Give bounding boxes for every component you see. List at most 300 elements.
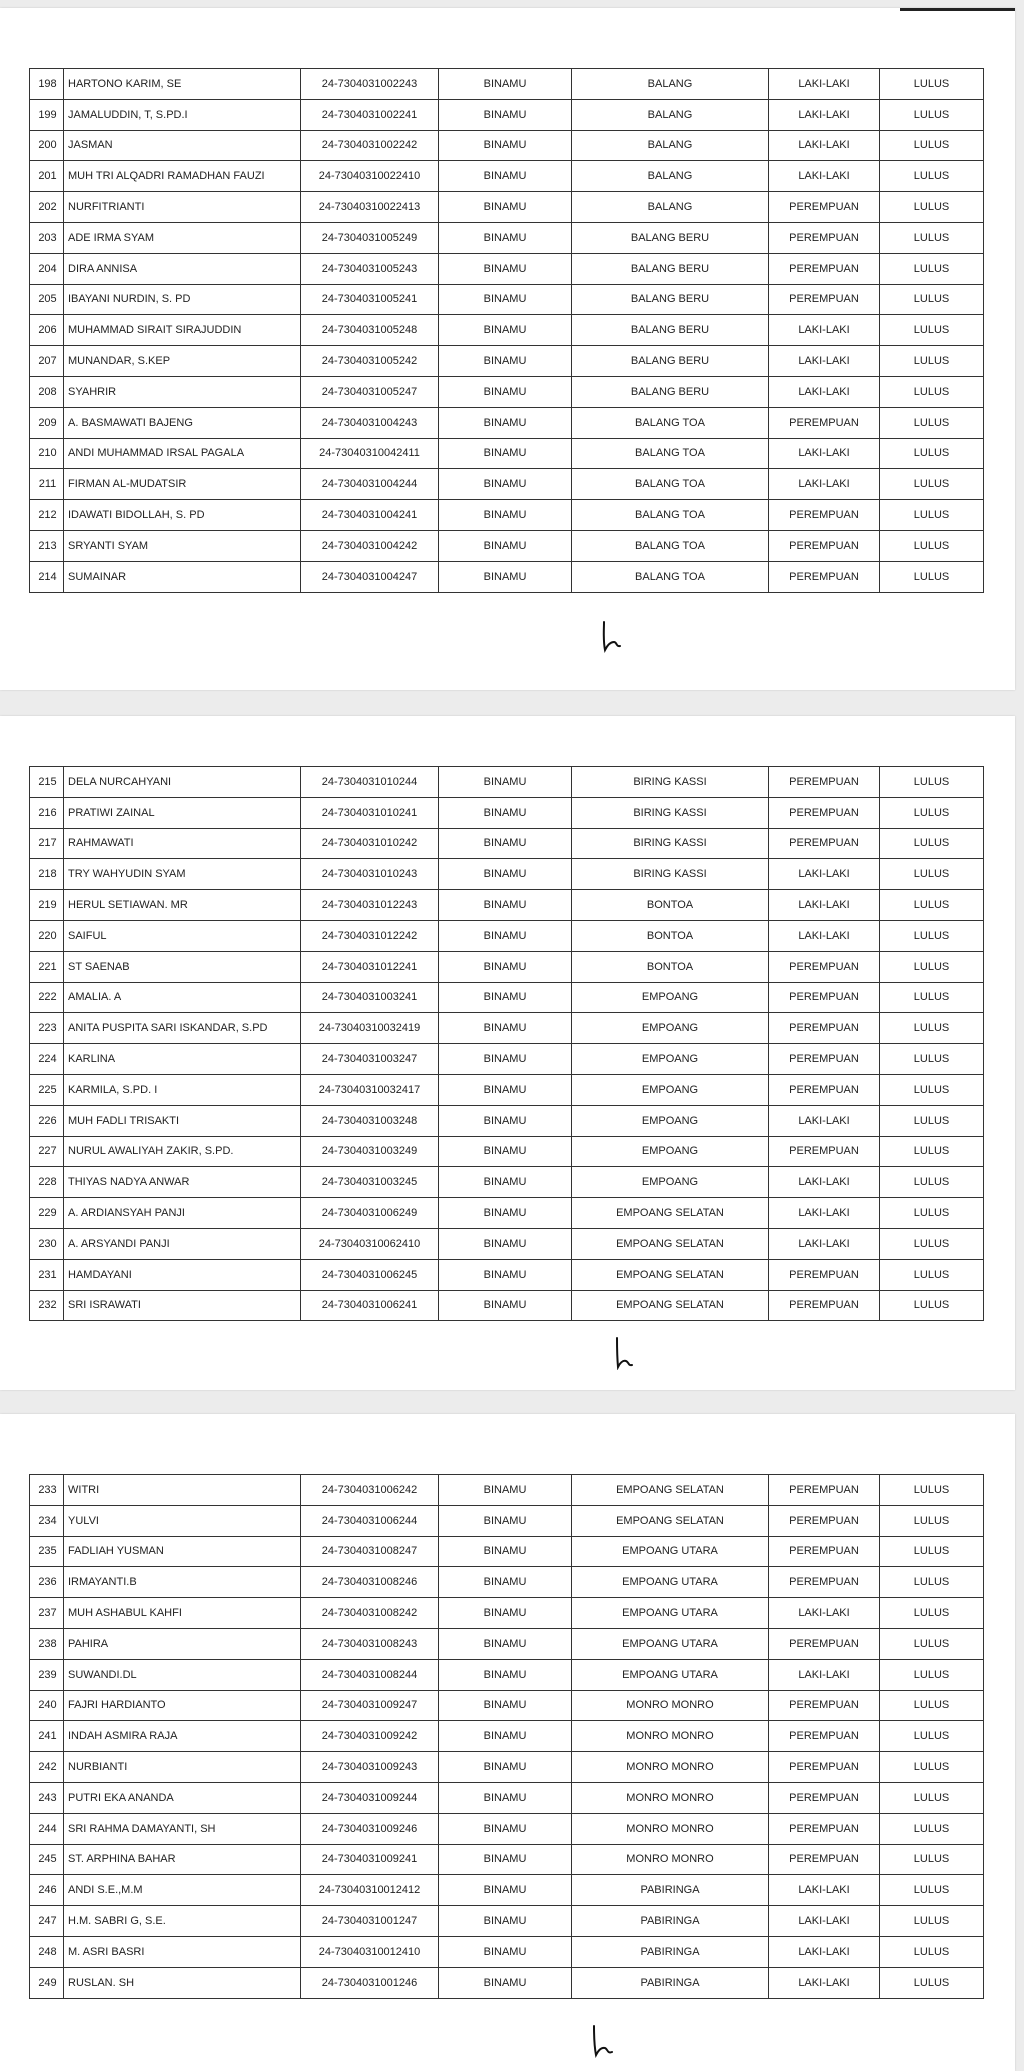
table-row bbox=[30, 192, 984, 223]
result-status-cell: LULUS bbox=[880, 1013, 984, 1044]
desa-cell: EMPOANG bbox=[572, 1105, 769, 1136]
desa-cell: EMPOANG SELATAN bbox=[572, 1290, 769, 1321]
table-row bbox=[30, 1074, 984, 1105]
kecamatan-cell: BINAMU bbox=[439, 1290, 572, 1321]
participant-name-cell: NURFITRIANTI bbox=[64, 192, 301, 223]
result-status-cell: LULUS bbox=[880, 192, 984, 223]
participant-name-cell: IDAWATI BIDOLLAH, S. PD bbox=[64, 500, 301, 531]
table-row bbox=[30, 1228, 984, 1259]
gender-cell: LAKI-LAKI bbox=[769, 438, 880, 469]
row-number-cell: 221 bbox=[30, 951, 64, 982]
desa-cell: BALANG BERU bbox=[572, 315, 769, 346]
registration-number-cell: 24-7304031012243 bbox=[301, 890, 439, 921]
row-number-cell: 212 bbox=[30, 500, 64, 531]
result-status-cell: LULUS bbox=[880, 1659, 984, 1690]
result-status-cell: LULUS bbox=[880, 859, 984, 890]
registration-number-cell: 24-7304031012242 bbox=[301, 920, 439, 951]
row-number-cell: 228 bbox=[30, 1167, 64, 1198]
table-row bbox=[30, 859, 984, 890]
row-number-cell: 236 bbox=[30, 1567, 64, 1598]
row-number-cell: 245 bbox=[30, 1844, 64, 1875]
registration-number-cell: 24-7304031005248 bbox=[301, 315, 439, 346]
row-number-cell: 224 bbox=[30, 1044, 64, 1075]
result-status-cell: LULUS bbox=[880, 1567, 984, 1598]
result-status-cell: LULUS bbox=[880, 1198, 984, 1229]
participant-name-cell: AMALIA. A bbox=[64, 982, 301, 1013]
result-status-cell: LULUS bbox=[880, 767, 984, 798]
participant-name-cell: PRATIWI ZAINAL bbox=[64, 797, 301, 828]
result-status-cell: LULUS bbox=[880, 1290, 984, 1321]
row-number-cell: 235 bbox=[30, 1536, 64, 1567]
table-row bbox=[30, 130, 984, 161]
participant-name-cell: JAMALUDDIN, T, S.PD.I bbox=[64, 99, 301, 130]
registration-number-cell: 24-7304031004241 bbox=[301, 500, 439, 531]
registration-number-cell: 24-7304031005243 bbox=[301, 253, 439, 284]
result-status-cell: LULUS bbox=[880, 1074, 984, 1105]
registration-number-cell: 24-7304031008244 bbox=[301, 1659, 439, 1690]
result-status-cell: LULUS bbox=[880, 1259, 984, 1290]
gender-cell: PEREMPUAN bbox=[769, 530, 880, 561]
kecamatan-cell: BINAMU bbox=[439, 130, 572, 161]
participant-name-cell: JASMAN bbox=[64, 130, 301, 161]
kecamatan-cell: BINAMU bbox=[439, 1536, 572, 1567]
registration-number-cell: 24-73040310062410 bbox=[301, 1228, 439, 1259]
participant-name-cell: SRYANTI SYAM bbox=[64, 530, 301, 561]
table-row bbox=[30, 1813, 984, 1844]
registration-number-cell: 24-7304031006244 bbox=[301, 1505, 439, 1536]
gender-cell: PEREMPUAN bbox=[769, 1536, 880, 1567]
registration-number-cell: 24-7304031006242 bbox=[301, 1475, 439, 1506]
row-number-cell: 211 bbox=[30, 469, 64, 500]
kecamatan-cell: BINAMU bbox=[439, 69, 572, 100]
desa-cell: MONRO MONRO bbox=[572, 1690, 769, 1721]
desa-cell: BALANG BERU bbox=[572, 346, 769, 377]
result-status-cell: LULUS bbox=[880, 1690, 984, 1721]
result-status-cell: LULUS bbox=[880, 828, 984, 859]
participant-name-cell: HERUL SETIAWAN. MR bbox=[64, 890, 301, 921]
table-row bbox=[30, 253, 984, 284]
kecamatan-cell: BINAMU bbox=[439, 1198, 572, 1229]
kecamatan-cell: BINAMU bbox=[439, 1844, 572, 1875]
document-page-3 bbox=[0, 1414, 1015, 2071]
gender-cell: PEREMPUAN bbox=[769, 192, 880, 223]
participant-name-cell: THIYAS NADYA ANWAR bbox=[64, 1167, 301, 1198]
participant-name-cell: M. ASRI BASRI bbox=[64, 1936, 301, 1967]
desa-cell: BALANG bbox=[572, 161, 769, 192]
registration-number-cell: 24-7304031008247 bbox=[301, 1536, 439, 1567]
registration-number-cell: 24-7304031004247 bbox=[301, 561, 439, 592]
kecamatan-cell: BINAMU bbox=[439, 376, 572, 407]
row-number-cell: 240 bbox=[30, 1690, 64, 1721]
result-status-cell: LULUS bbox=[880, 407, 984, 438]
kecamatan-cell: BINAMU bbox=[439, 438, 572, 469]
gender-cell: LAKI-LAKI bbox=[769, 1906, 880, 1937]
registration-number-cell: 24-7304031010242 bbox=[301, 828, 439, 859]
result-status-cell: LULUS bbox=[880, 1844, 984, 1875]
kecamatan-cell: BINAMU bbox=[439, 1074, 572, 1105]
registration-number-cell: 24-7304031003245 bbox=[301, 1167, 439, 1198]
table-row bbox=[30, 1044, 984, 1075]
kecamatan-cell: BINAMU bbox=[439, 951, 572, 982]
result-status-cell: LULUS bbox=[880, 982, 984, 1013]
handwritten-initial-signature bbox=[588, 2024, 618, 2058]
kecamatan-cell: BINAMU bbox=[439, 1967, 572, 1998]
result-status-cell: LULUS bbox=[880, 469, 984, 500]
kecamatan-cell: BINAMU bbox=[439, 1475, 572, 1506]
participant-name-cell: SYAHRIR bbox=[64, 376, 301, 407]
kecamatan-cell: BINAMU bbox=[439, 222, 572, 253]
gender-cell: LAKI-LAKI bbox=[769, 161, 880, 192]
kecamatan-cell: BINAMU bbox=[439, 1690, 572, 1721]
gender-cell: PEREMPUAN bbox=[769, 1259, 880, 1290]
desa-cell: BIRING KASSI bbox=[572, 859, 769, 890]
registration-number-cell: 24-7304031009242 bbox=[301, 1721, 439, 1752]
registration-number-cell: 24-7304031010244 bbox=[301, 767, 439, 798]
kecamatan-cell: BINAMU bbox=[439, 1228, 572, 1259]
row-number-cell: 213 bbox=[30, 530, 64, 561]
participant-name-cell: FAJRI HARDIANTO bbox=[64, 1690, 301, 1721]
gender-cell: PEREMPUAN bbox=[769, 1782, 880, 1813]
gender-cell: PEREMPUAN bbox=[769, 951, 880, 982]
kecamatan-cell: BINAMU bbox=[439, 1167, 572, 1198]
participant-name-cell: HAMDAYANI bbox=[64, 1259, 301, 1290]
kecamatan-cell: BINAMU bbox=[439, 469, 572, 500]
participant-name-cell: IBAYANI NURDIN, S. PD bbox=[64, 284, 301, 315]
desa-cell: EMPOANG UTARA bbox=[572, 1628, 769, 1659]
registration-number-cell: 24-7304031012241 bbox=[301, 951, 439, 982]
row-number-cell: 205 bbox=[30, 284, 64, 315]
registration-number-cell: 24-73040310032419 bbox=[301, 1013, 439, 1044]
row-number-cell: 247 bbox=[30, 1906, 64, 1937]
registration-number-cell: 24-7304031008242 bbox=[301, 1598, 439, 1629]
row-number-cell: 203 bbox=[30, 222, 64, 253]
gender-cell: PEREMPUAN bbox=[769, 1690, 880, 1721]
table-row bbox=[30, 161, 984, 192]
desa-cell: EMPOANG UTARA bbox=[572, 1659, 769, 1690]
kecamatan-cell: BINAMU bbox=[439, 407, 572, 438]
gender-cell: PEREMPUAN bbox=[769, 982, 880, 1013]
kecamatan-cell: BINAMU bbox=[439, 920, 572, 951]
gender-cell: PEREMPUAN bbox=[769, 1044, 880, 1075]
desa-cell: BONTOA bbox=[572, 920, 769, 951]
table-row bbox=[30, 797, 984, 828]
table-row bbox=[30, 1013, 984, 1044]
table-row bbox=[30, 438, 984, 469]
results-table bbox=[29, 68, 984, 593]
gender-cell: LAKI-LAKI bbox=[769, 99, 880, 130]
desa-cell: BALANG TOA bbox=[572, 407, 769, 438]
registration-number-cell: 24-7304031003247 bbox=[301, 1044, 439, 1075]
participant-name-cell: KARMILA, S.PD. I bbox=[64, 1074, 301, 1105]
result-status-cell: LULUS bbox=[880, 346, 984, 377]
gender-cell: LAKI-LAKI bbox=[769, 1967, 880, 1998]
desa-cell: BALANG TOA bbox=[572, 500, 769, 531]
participant-name-cell: KARLINA bbox=[64, 1044, 301, 1075]
participant-name-cell: HARTONO KARIM, SE bbox=[64, 69, 301, 100]
row-number-cell: 201 bbox=[30, 161, 64, 192]
gender-cell: LAKI-LAKI bbox=[769, 1198, 880, 1229]
row-number-cell: 214 bbox=[30, 561, 64, 592]
row-number-cell: 227 bbox=[30, 1136, 64, 1167]
desa-cell: PABIRINGA bbox=[572, 1906, 769, 1937]
participant-name-cell: SUWANDI.DL bbox=[64, 1659, 301, 1690]
result-status-cell: LULUS bbox=[880, 284, 984, 315]
row-number-cell: 226 bbox=[30, 1105, 64, 1136]
table-row bbox=[30, 1167, 984, 1198]
result-status-cell: LULUS bbox=[880, 1105, 984, 1136]
participant-name-cell: TRY WAHYUDIN SYAM bbox=[64, 859, 301, 890]
table-row bbox=[30, 1628, 984, 1659]
participant-name-cell: FADLIAH YUSMAN bbox=[64, 1536, 301, 1567]
gender-cell: LAKI-LAKI bbox=[769, 130, 880, 161]
result-status-cell: LULUS bbox=[880, 253, 984, 284]
row-number-cell: 242 bbox=[30, 1752, 64, 1783]
result-status-cell: LULUS bbox=[880, 1628, 984, 1659]
participant-name-cell: A. ARSYANDI PANJI bbox=[64, 1228, 301, 1259]
gender-cell: PEREMPUAN bbox=[769, 1475, 880, 1506]
participant-name-cell: ADE IRMA SYAM bbox=[64, 222, 301, 253]
row-number-cell: 200 bbox=[30, 130, 64, 161]
row-number-cell: 225 bbox=[30, 1074, 64, 1105]
kecamatan-cell: BINAMU bbox=[439, 500, 572, 531]
kecamatan-cell: BINAMU bbox=[439, 1813, 572, 1844]
desa-cell: EMPOANG SELATAN bbox=[572, 1198, 769, 1229]
kecamatan-cell: BINAMU bbox=[439, 859, 572, 890]
gender-cell: LAKI-LAKI bbox=[769, 920, 880, 951]
registration-number-cell: 24-7304031005249 bbox=[301, 222, 439, 253]
table-row bbox=[30, 1475, 984, 1506]
table-row bbox=[30, 284, 984, 315]
desa-cell: BALANG TOA bbox=[572, 438, 769, 469]
kecamatan-cell: BINAMU bbox=[439, 192, 572, 223]
result-status-cell: LULUS bbox=[880, 1044, 984, 1075]
result-status-cell: LULUS bbox=[880, 890, 984, 921]
registration-number-cell: 24-7304031004243 bbox=[301, 407, 439, 438]
desa-cell: EMPOANG UTARA bbox=[572, 1567, 769, 1598]
row-number-cell: 222 bbox=[30, 982, 64, 1013]
participant-name-cell: RAHMAWATI bbox=[64, 828, 301, 859]
gender-cell: PEREMPUAN bbox=[769, 1844, 880, 1875]
desa-cell: BALANG TOA bbox=[572, 530, 769, 561]
participant-name-cell: ANDI S.E.,M.M bbox=[64, 1875, 301, 1906]
table-row bbox=[30, 469, 984, 500]
result-status-cell: LULUS bbox=[880, 1167, 984, 1198]
table-row bbox=[30, 1875, 984, 1906]
result-status-cell: LULUS bbox=[880, 99, 984, 130]
kecamatan-cell: BINAMU bbox=[439, 890, 572, 921]
row-number-cell: 230 bbox=[30, 1228, 64, 1259]
table-row bbox=[30, 1290, 984, 1321]
table-row bbox=[30, 982, 984, 1013]
kecamatan-cell: BINAMU bbox=[439, 161, 572, 192]
table-row bbox=[30, 1906, 984, 1937]
participant-name-cell: SUMAINAR bbox=[64, 561, 301, 592]
desa-cell: EMPOANG SELATAN bbox=[572, 1475, 769, 1506]
registration-number-cell: 24-7304031009246 bbox=[301, 1813, 439, 1844]
desa-cell: BALANG BERU bbox=[572, 253, 769, 284]
table-row bbox=[30, 828, 984, 859]
result-status-cell: LULUS bbox=[880, 1967, 984, 1998]
row-number-cell: 215 bbox=[30, 767, 64, 798]
row-number-cell: 209 bbox=[30, 407, 64, 438]
kecamatan-cell: BINAMU bbox=[439, 1782, 572, 1813]
desa-cell: EMPOANG SELATAN bbox=[572, 1228, 769, 1259]
result-status-cell: LULUS bbox=[880, 530, 984, 561]
kecamatan-cell: BINAMU bbox=[439, 1721, 572, 1752]
desa-cell: BALANG BERU bbox=[572, 284, 769, 315]
registration-number-cell: 24-7304031006241 bbox=[301, 1290, 439, 1321]
gender-cell: LAKI-LAKI bbox=[769, 859, 880, 890]
table-row bbox=[30, 1936, 984, 1967]
table-row bbox=[30, 530, 984, 561]
registration-number-cell: 24-73040310012410 bbox=[301, 1936, 439, 1967]
registration-number-cell: 24-7304031004242 bbox=[301, 530, 439, 561]
table-row bbox=[30, 890, 984, 921]
kecamatan-cell: BINAMU bbox=[439, 1752, 572, 1783]
row-number-cell: 238 bbox=[30, 1628, 64, 1659]
desa-cell: EMPOANG bbox=[572, 1013, 769, 1044]
registration-number-cell: 24-7304031010241 bbox=[301, 797, 439, 828]
gender-cell: LAKI-LAKI bbox=[769, 1875, 880, 1906]
result-status-cell: LULUS bbox=[880, 1136, 984, 1167]
participant-name-cell: MUHAMMAD SIRAIT SIRAJUDDIN bbox=[64, 315, 301, 346]
registration-number-cell: 24-7304031002241​0 bbox=[301, 161, 439, 192]
row-number-cell: 246 bbox=[30, 1875, 64, 1906]
kecamatan-cell: BINAMU bbox=[439, 828, 572, 859]
participant-name-cell: RUSLAN. SH bbox=[64, 1967, 301, 1998]
desa-cell: BALANG bbox=[572, 192, 769, 223]
result-status-cell: LULUS bbox=[880, 1906, 984, 1937]
row-number-cell: 232 bbox=[30, 1290, 64, 1321]
table-row bbox=[30, 1567, 984, 1598]
handwritten-initial-signature bbox=[598, 620, 628, 654]
kecamatan-cell: BINAMU bbox=[439, 982, 572, 1013]
gender-cell: PEREMPUAN bbox=[769, 222, 880, 253]
table-row bbox=[30, 1690, 984, 1721]
result-status-cell: LULUS bbox=[880, 438, 984, 469]
desa-cell: BONTOA bbox=[572, 890, 769, 921]
gender-cell: PEREMPUAN bbox=[769, 1013, 880, 1044]
row-number-cell: 207 bbox=[30, 346, 64, 377]
registration-number-cell: 24-7304031005241 bbox=[301, 284, 439, 315]
result-status-cell: LULUS bbox=[880, 1536, 984, 1567]
result-status-cell: LULUS bbox=[880, 1936, 984, 1967]
participant-name-cell: A. ARDIANSYAH PANJI bbox=[64, 1198, 301, 1229]
gender-cell: PEREMPUAN bbox=[769, 1752, 880, 1783]
row-number-cell: 206 bbox=[30, 315, 64, 346]
participant-name-cell: NURBIANTI bbox=[64, 1752, 301, 1783]
desa-cell: PABIRINGA bbox=[572, 1875, 769, 1906]
desa-cell: BALANG bbox=[572, 130, 769, 161]
desa-cell: EMPOANG bbox=[572, 982, 769, 1013]
result-status-cell: LULUS bbox=[880, 130, 984, 161]
registration-number-cell: 24-7304031001247 bbox=[301, 1906, 439, 1937]
gender-cell: PEREMPUAN bbox=[769, 1628, 880, 1659]
participant-name-cell: ST. ARPHINA BAHAR bbox=[64, 1844, 301, 1875]
result-status-cell: LULUS bbox=[880, 1875, 984, 1906]
table-row bbox=[30, 69, 984, 100]
kecamatan-cell: BINAMU bbox=[439, 797, 572, 828]
desa-cell: EMPOANG UTARA bbox=[572, 1598, 769, 1629]
result-status-cell: LULUS bbox=[880, 1752, 984, 1783]
desa-cell: EMPOANG SELATAN bbox=[572, 1259, 769, 1290]
desa-cell: BIRING KASSI bbox=[572, 767, 769, 798]
registration-number-cell: 24-7304031003241 bbox=[301, 982, 439, 1013]
gender-cell: PEREMPUAN bbox=[769, 284, 880, 315]
gender-cell: PEREMPUAN bbox=[769, 407, 880, 438]
participant-name-cell: MUH FADLI TRISAKTI bbox=[64, 1105, 301, 1136]
row-number-cell: 239 bbox=[30, 1659, 64, 1690]
result-status-cell: LULUS bbox=[880, 161, 984, 192]
participant-name-cell: MUH TRI ALQADRI RAMADHAN FAUZI bbox=[64, 161, 301, 192]
table-row bbox=[30, 561, 984, 592]
registration-number-cell: 24-73040310032417 bbox=[301, 1074, 439, 1105]
table-row bbox=[30, 920, 984, 951]
participant-name-cell: WITRI bbox=[64, 1475, 301, 1506]
table-row bbox=[30, 1198, 984, 1229]
result-status-cell: LULUS bbox=[880, 797, 984, 828]
registration-number-cell: 24-7304031005242 bbox=[301, 346, 439, 377]
kecamatan-cell: BINAMU bbox=[439, 284, 572, 315]
result-status-cell: LULUS bbox=[880, 222, 984, 253]
result-status-cell: LULUS bbox=[880, 951, 984, 982]
gender-cell: LAKI-LAKI bbox=[769, 469, 880, 500]
participant-name-cell: FIRMAN AL-MUDATSIR bbox=[64, 469, 301, 500]
participant-name-cell: IRMAYANTI.B bbox=[64, 1567, 301, 1598]
gender-cell: PEREMPUAN bbox=[769, 561, 880, 592]
desa-cell: BALANG BERU bbox=[572, 222, 769, 253]
row-number-cell: 208 bbox=[30, 376, 64, 407]
gender-cell: LAKI-LAKI bbox=[769, 1659, 880, 1690]
gender-cell: PEREMPUAN bbox=[769, 1136, 880, 1167]
table-row bbox=[30, 346, 984, 377]
kecamatan-cell: BINAMU bbox=[439, 1105, 572, 1136]
gender-cell: PEREMPUAN bbox=[769, 1505, 880, 1536]
table-row bbox=[30, 1536, 984, 1567]
participant-name-cell: ST SAENAB bbox=[64, 951, 301, 982]
gender-cell: PEREMPUAN bbox=[769, 1813, 880, 1844]
gender-cell: PEREMPUAN bbox=[769, 1567, 880, 1598]
result-status-cell: LULUS bbox=[880, 500, 984, 531]
gender-cell: PEREMPUAN bbox=[769, 797, 880, 828]
table-row bbox=[30, 1782, 984, 1813]
result-status-cell: LULUS bbox=[880, 315, 984, 346]
participant-name-cell: SAIFUL bbox=[64, 920, 301, 951]
gender-cell: LAKI-LAKI bbox=[769, 376, 880, 407]
result-status-cell: LULUS bbox=[880, 1228, 984, 1259]
gender-cell: LAKI-LAKI bbox=[769, 1167, 880, 1198]
kecamatan-cell: BINAMU bbox=[439, 1136, 572, 1167]
registration-number-cell: 24-7304031002242 bbox=[301, 130, 439, 161]
participant-name-cell: PUTRI EKA ANANDA bbox=[64, 1782, 301, 1813]
document-page-1 bbox=[0, 8, 1015, 690]
table-row bbox=[30, 1505, 984, 1536]
table-row bbox=[30, 1598, 984, 1629]
participant-name-cell: A. BASMAWATI BAJENG bbox=[64, 407, 301, 438]
kecamatan-cell: BINAMU bbox=[439, 346, 572, 377]
row-number-cell: 199 bbox=[30, 99, 64, 130]
desa-cell: BIRING KASSI bbox=[572, 828, 769, 859]
result-status-cell: LULUS bbox=[880, 1782, 984, 1813]
participant-name-cell: PAHIRA bbox=[64, 1628, 301, 1659]
gender-cell: LAKI-LAKI bbox=[769, 1228, 880, 1259]
results-table bbox=[29, 766, 984, 1321]
row-number-cell: 218 bbox=[30, 859, 64, 890]
participant-name-cell: SRI ISRAWATI bbox=[64, 1290, 301, 1321]
row-number-cell: 243 bbox=[30, 1782, 64, 1813]
gender-cell: PEREMPUAN bbox=[769, 500, 880, 531]
row-number-cell: 216 bbox=[30, 797, 64, 828]
